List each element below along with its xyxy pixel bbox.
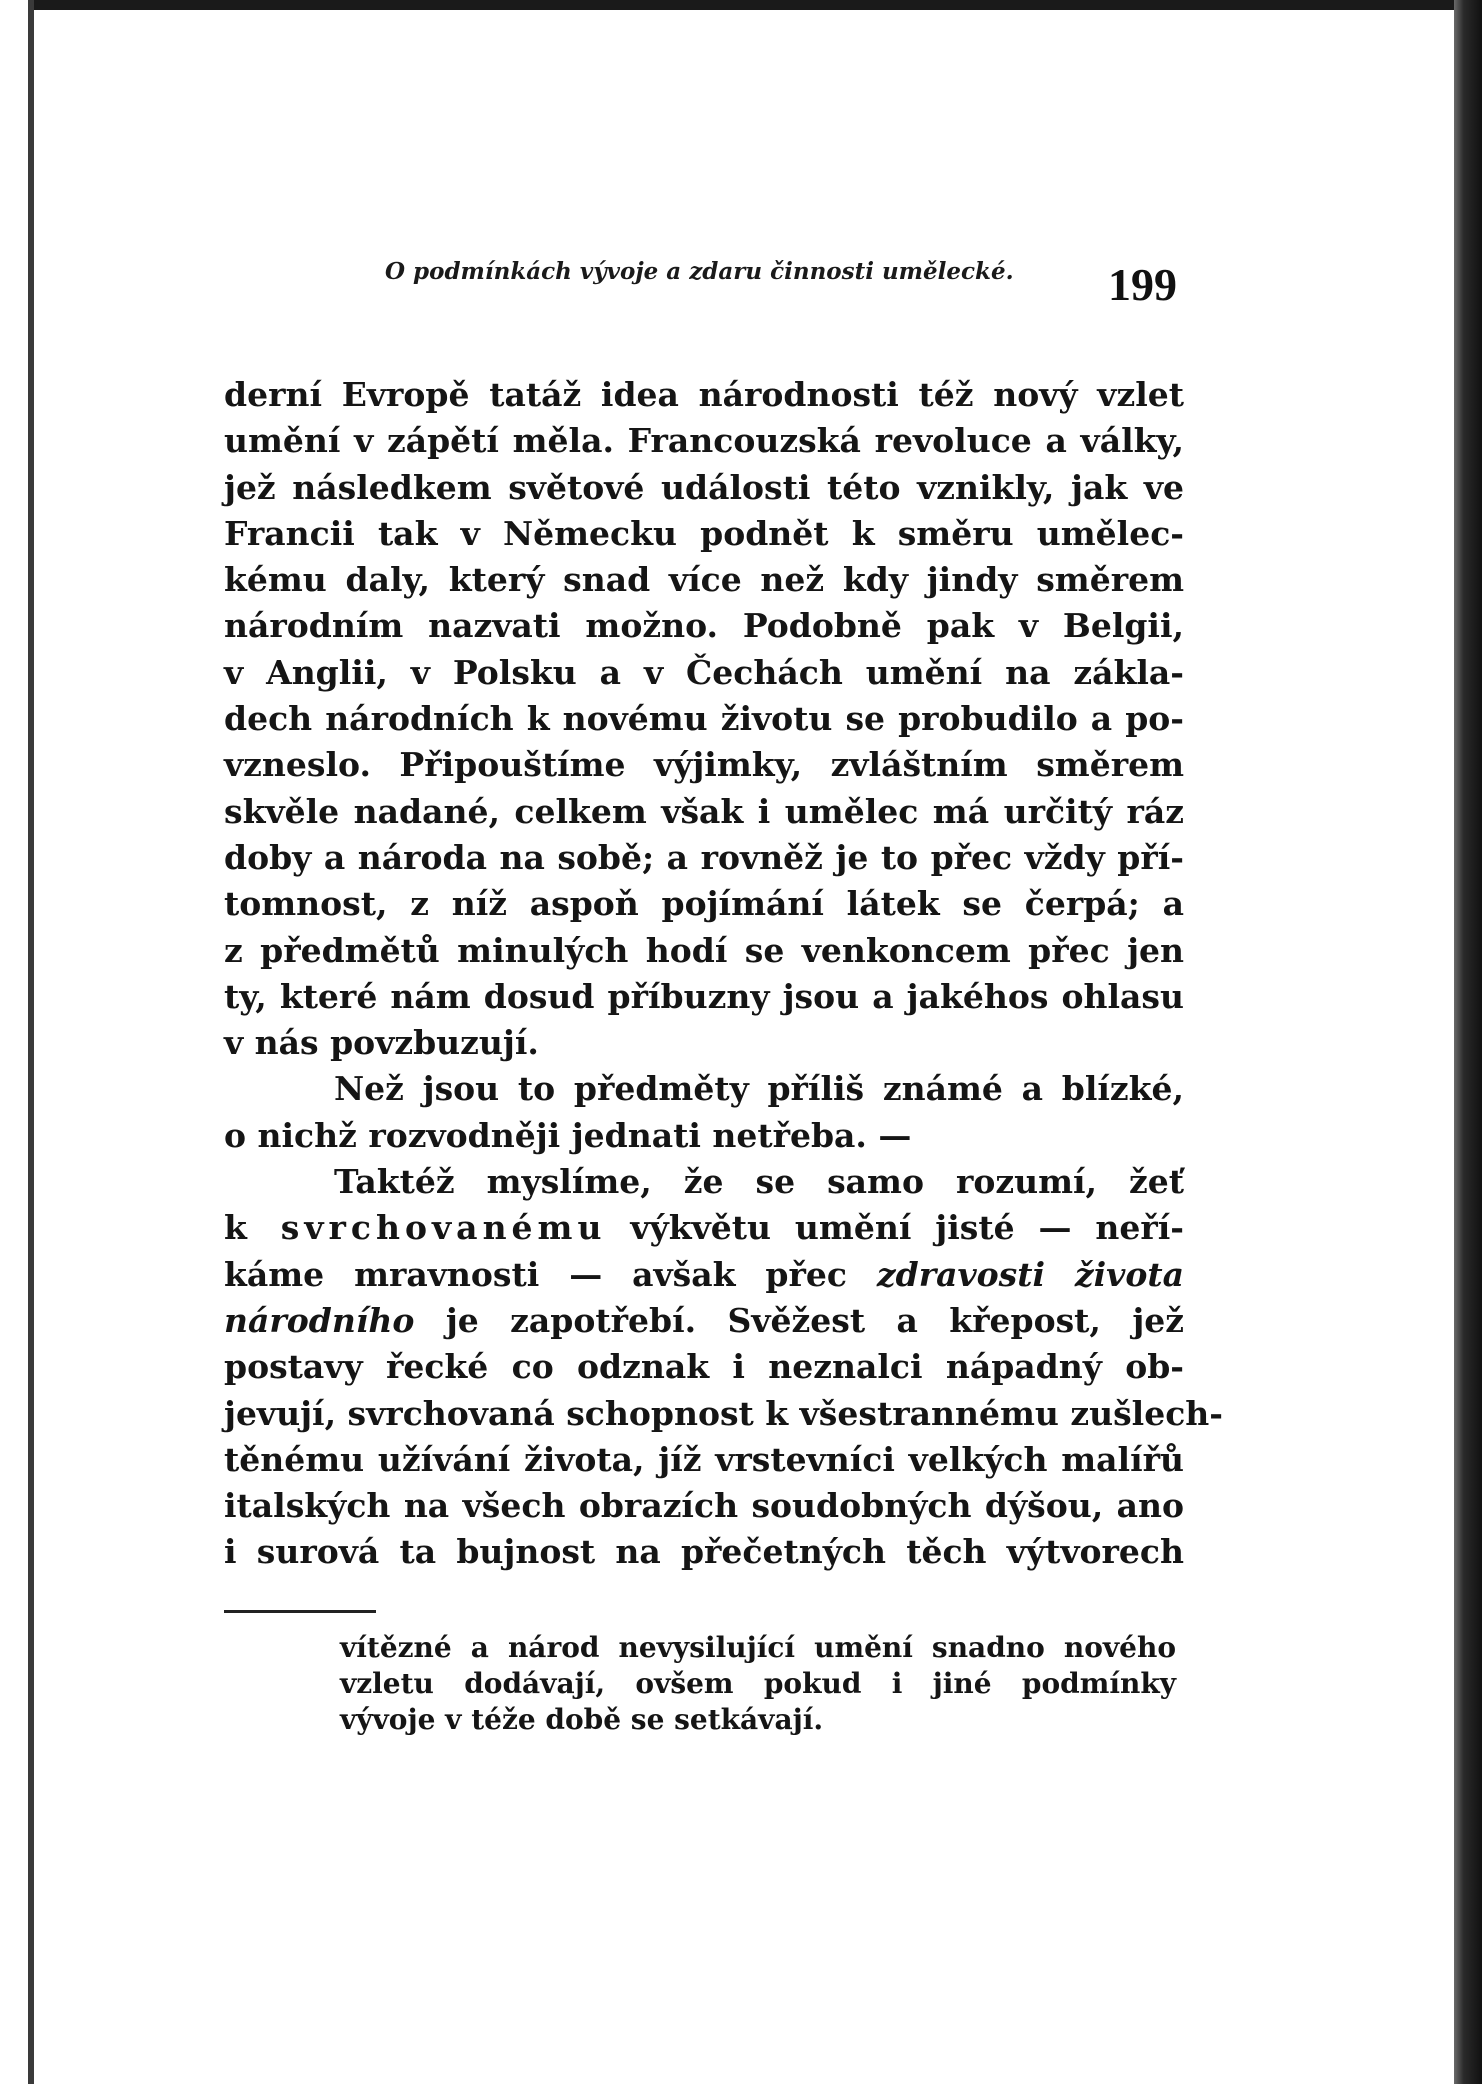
text-line: národním nazvati možno. Podobně pak v Belgii, bbox=[224, 606, 1184, 646]
footnote-line: vývoje v téže době se setkávají. bbox=[340, 1703, 824, 1736]
text-line: derní Evropě tatáž idea národnosti též nový vzlet bbox=[224, 375, 1184, 414]
text-run: káme mravnosti — avšak přec bbox=[224, 1254, 847, 1294]
page-number: 199 bbox=[1108, 259, 1177, 310]
text-line-mixed bbox=[224, 1252, 1184, 1298]
text-line-mixed bbox=[224, 1205, 1184, 1251]
footnote bbox=[340, 1630, 1176, 1738]
text-line: Francii tak v Německu podnět k směru umělec- bbox=[224, 513, 1184, 553]
text-line: jevují, svrchovaná schopnost k všestrannému zušlech- bbox=[224, 1393, 1223, 1433]
running-head: O podmínkách vývoje a zdaru činnosti umělecké. bbox=[385, 258, 1014, 285]
text-line: dech národních k novému životu se probudilo a po- bbox=[224, 699, 1184, 739]
text-run: je zapotřebí. Svěžest a křepost, jež bbox=[445, 1300, 1184, 1340]
text-line: jež následkem světové události této vznikly, jak ve bbox=[224, 467, 1184, 507]
text-line-mixed bbox=[224, 1298, 1184, 1344]
text-line: i surová ta bujnost na přečetných těch výtvorech bbox=[224, 1532, 1184, 1572]
text-line: tomnost, z níž aspoň pojímání látek se čerpá; a bbox=[224, 884, 1184, 924]
text-line: postavy řecké co odznak i neznalci nápadný ob- bbox=[224, 1347, 1184, 1387]
text-line: Taktéž myslíme, že se samo rozumí, žeť bbox=[334, 1162, 1184, 1202]
text-line: umění v zápětí měla. Francouzská revoluce a války, bbox=[224, 421, 1184, 461]
text-line: italských na všech obrazích soudobných dýšou, ano bbox=[224, 1486, 1184, 1526]
text-line: těnému užívání života, jíž vrstevníci velkých malířů bbox=[224, 1439, 1184, 1479]
italic-emphasis: zdravosti života bbox=[876, 1254, 1184, 1294]
text-line: doby a národa na sobě; a rovněž je to přec vždy pří- bbox=[224, 837, 1184, 877]
footnote-line: vzletu dodávají, ovšem pokud i jiné podmínky bbox=[340, 1667, 1176, 1700]
text-run: výkvětu umění jisté — neří- bbox=[630, 1208, 1184, 1248]
text-line: o nichž rozvodněji jednati netřeba. — bbox=[224, 1115, 912, 1155]
body-text bbox=[224, 372, 1223, 1576]
scan-edge-right bbox=[1454, 0, 1482, 2084]
footnote-rule bbox=[224, 1610, 376, 1613]
text-line: ty, které nám dosud příbuzny jsou a jakéhos ohlasu bbox=[224, 976, 1184, 1016]
scan-edge-left bbox=[28, 0, 34, 2084]
scan-edge-top bbox=[28, 0, 1468, 10]
italic-emphasis: národního bbox=[224, 1300, 415, 1340]
text-line: z předmětů minulých hodí se venkoncem přec jen bbox=[224, 930, 1184, 970]
text-line: v Anglii, v Polsku a v Čechách umění na zákla- bbox=[224, 652, 1184, 692]
text-line: vzneslo. Připouštíme výjimky, zvláštním směrem bbox=[224, 745, 1184, 785]
text-line: kému daly, který snad více než kdy jindy směrem bbox=[224, 560, 1184, 600]
text-line: skvěle nadané, celkem však i umělec má určitý ráz bbox=[224, 791, 1184, 831]
spaced-emphasis: k svrchovanému bbox=[224, 1208, 607, 1248]
text-line: v nás povzbuzují. bbox=[224, 1023, 539, 1063]
text-line: Než jsou to předměty příliš známé a blízké, bbox=[334, 1069, 1184, 1109]
footnote-line: vítězné a národ nevysilující umění snadno nového bbox=[340, 1631, 1176, 1664]
